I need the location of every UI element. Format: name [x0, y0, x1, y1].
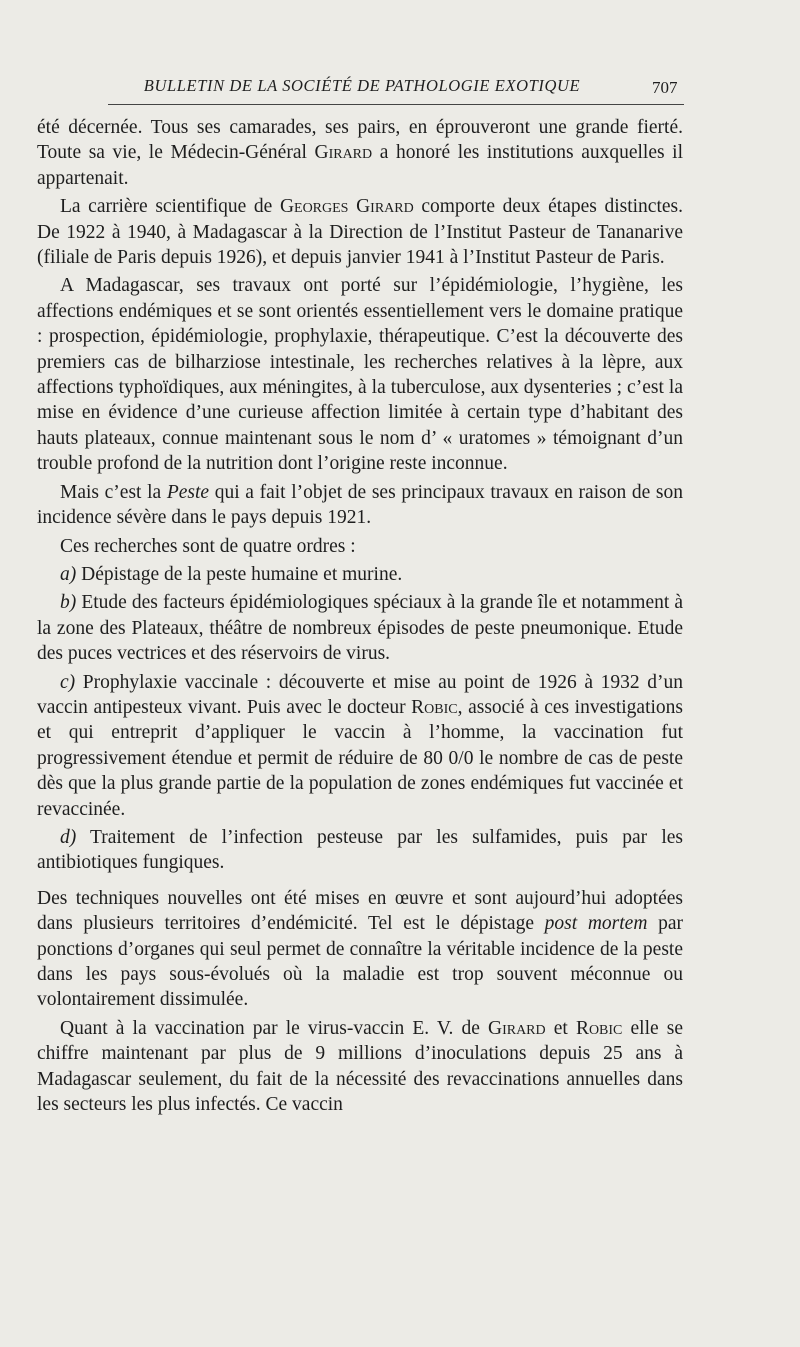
emphasis: post mortem — [544, 913, 648, 935]
article-body — [37, 115, 683, 1120]
author-name: Georges Girard — [279, 196, 414, 218]
paragraph-5: Ces recherches sont de quatre ordres : — [60, 535, 356, 557]
list-item-c: c) Prophylaxie vaccinale : découverte et mise au point de 1926 à 1932 d’un vaccin antipesteux vivant. Puis avec le docteur Robic, associé à ces investigations et qui entreprit d’appliquer le vaccin à l’homme, la vaccination fut progressivement étendue et permit de réduire de 80 0/0 le nombre de cas de peste dès que la plus grande partie de la population de zones endémiques fut vaccinée et revaccinée. — [37, 671, 683, 820]
list-item-b: b) Etude des facteurs épidémiologiques spéciaux à la grande île et notamment à la zone des Plateaux, théâtre de nombreux épisodes de peste pneumonique. Etude des puces vectrices et des réservoirs de virus. — [37, 592, 683, 665]
paragraph-1: été décernée. Tous ses camarades, ses pairs, en éprouveront une grande fierté. Toute sa vie, le Médecin-Général Girard a honoré les institutions auxquelles il appartenait. — [37, 117, 684, 189]
paragraph-7: Quant à la vaccination par le virus-vaccin E. V. de Girard et Robic elle se chiffre maintenant par plus de 9 millions d’inoculations depuis 25 ans à Madagascar seulement, du fait de la nécessité des revaccinations annuelles dans les secteurs les plus infectés. Ce vaccin — [37, 1017, 684, 1116]
author-name: Girard — [314, 142, 373, 164]
list-label: c) — [60, 671, 76, 693]
list-item-d: d) Traitement de l’infection pesteuse par les sulfamides, puis par les antibiotiques fungiques. — [37, 826, 683, 874]
running-title: BULLETIN DE LA SOCIÉTÉ DE PATHOLOGIE EXOTIQUE — [143, 76, 581, 95]
author-name: Girard — [487, 1017, 546, 1039]
paragraph-6: Des techniques nouvelles ont été mises en œuvre et sont aujourd’hui adoptées dans plusieurs territoires d’endémicité. Tel est le dépistage post mortem par ponctions d’organes qui seul permet de connaître la véritable incidence de la peste dans les pays sous-évolués où la maladie est trop souvent méconnue ou volontairement dissimulée. — [37, 887, 683, 1011]
list-label: b) — [60, 592, 77, 614]
emphasis: Peste — [166, 481, 210, 503]
list-label: a) — [60, 563, 77, 585]
paragraph-2: La carrière scientifique de Georges Girard comporte deux étapes distinctes. De 1922 à 1940, à Madagascar à la Direction de l’Institut Pasteur de Tananarive (filiale de Paris depuis 1926), et depuis janvier 1941 à l’Institut Pasteur de Paris. — [37, 196, 683, 269]
page-number: 707 — [652, 78, 678, 97]
header-rule — [108, 104, 684, 105]
list-item-a: a) Dépistage de la peste humaine et murine. — [60, 563, 403, 585]
author-name: Robic — [411, 696, 458, 718]
paragraph-3: A Madagascar, ses travaux ont porté sur l’épidémiologie, l’hygiène, les affections endémiques et se sont orientés essentiellement vers le domaine pratique : prospection, épidémiologie, prophylaxie, thérapeutique. C’est la découverte des premiers cas de bilharziose intestinale, les recherches relatives à la lèpre, aux affections typhoïdiques, aux méningites, à la tuberculose, aux dysenteries ; c’est la mise en évidence d’une curieuse affection limitée à certain type d’habitant des hauts plateaux, connue maintenant sous le nom d’ « uratomes » témoignant d’un trouble profond de la nutrition dont l’origine reste inconnue. — [37, 275, 683, 475]
author-name: Robic — [575, 1017, 623, 1039]
paragraph-4: Mais c’est la Peste qui a fait l’objet de ses principaux travaux en raison de son incidence sévère dans le pays depuis 1921. — [37, 481, 683, 529]
list-label: d) — [60, 826, 77, 848]
